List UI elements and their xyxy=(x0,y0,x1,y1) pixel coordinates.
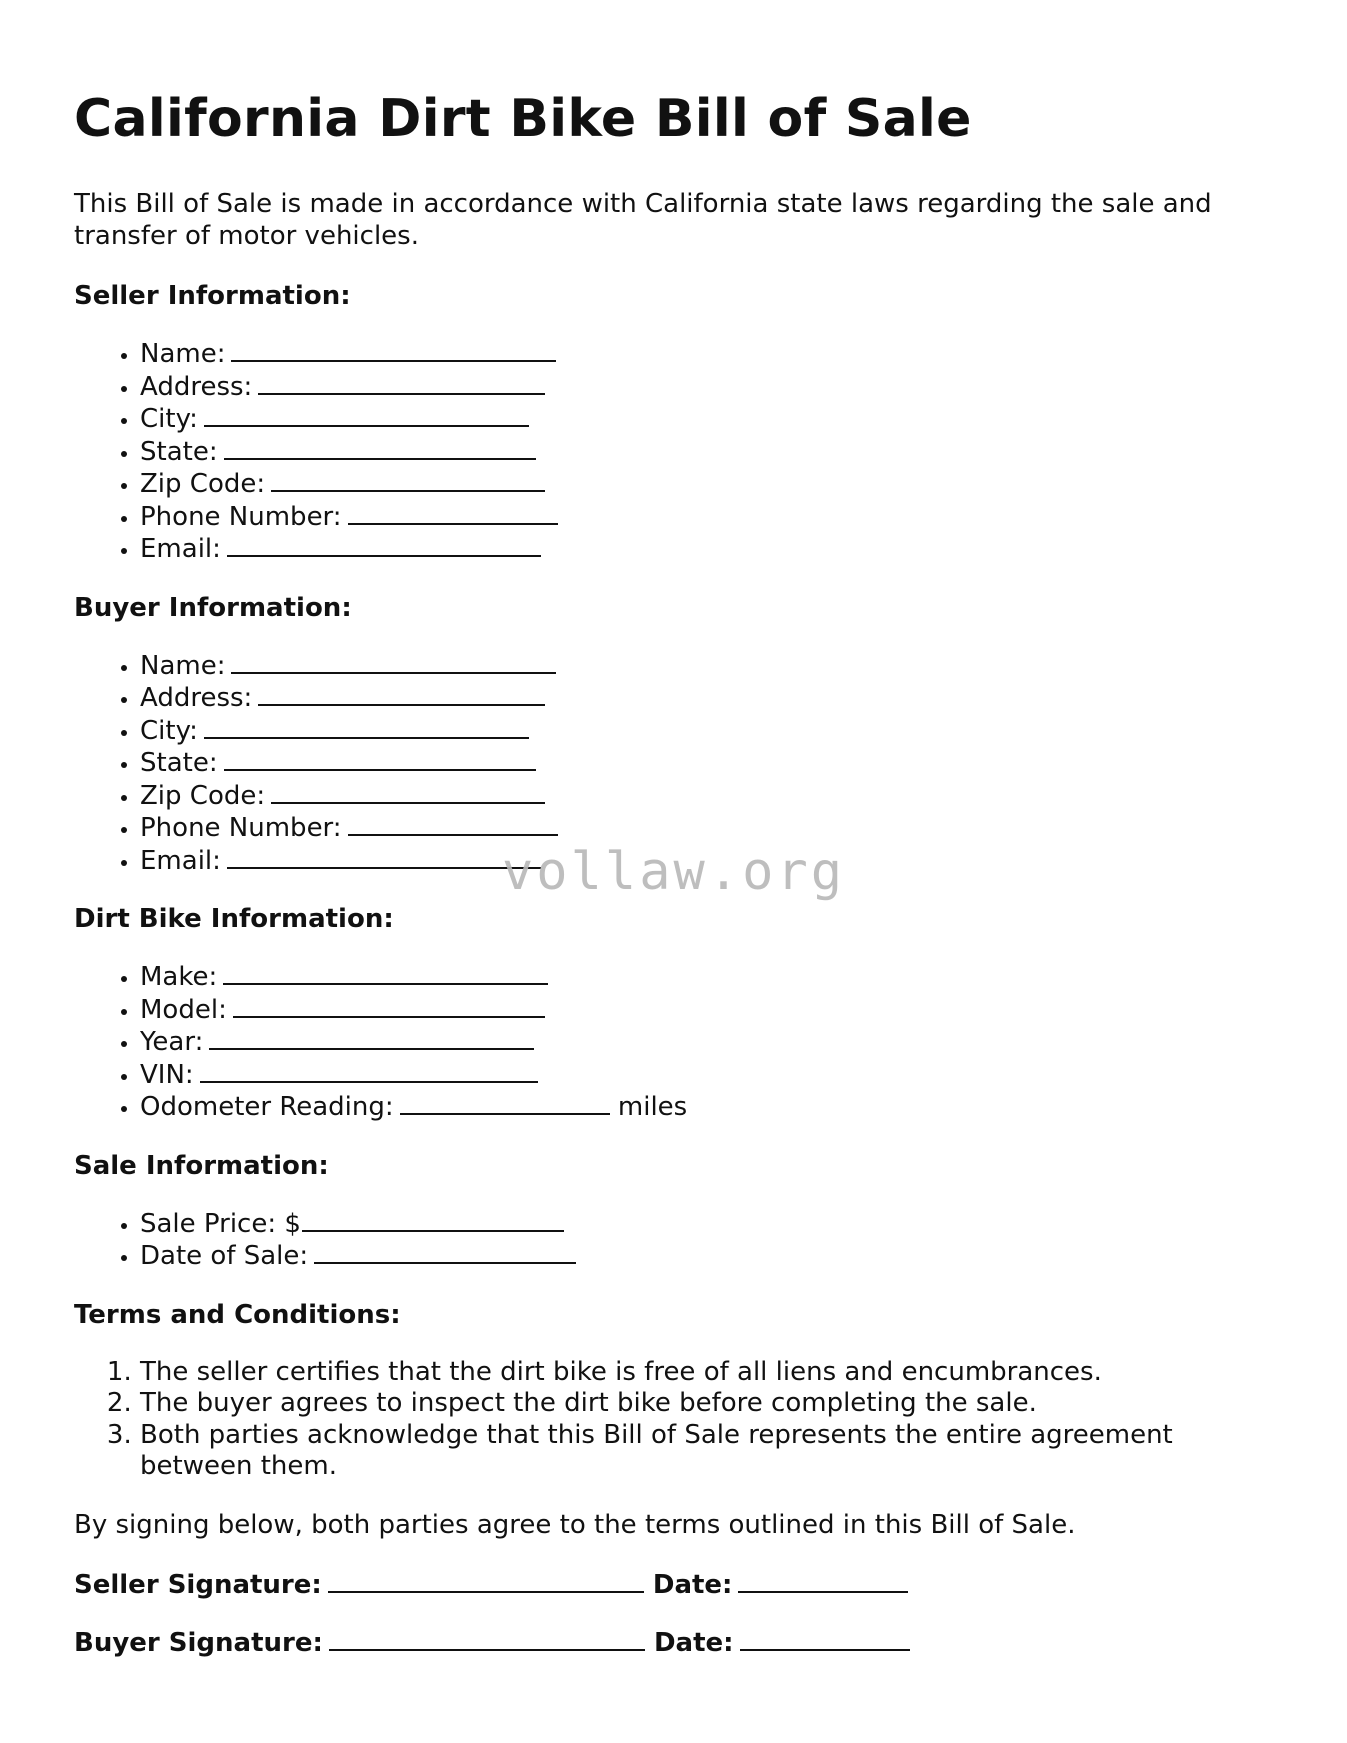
seller-name-item xyxy=(140,338,1274,371)
sale-price-field[interactable] xyxy=(302,1208,564,1232)
buyer-zip-field[interactable] xyxy=(271,780,545,804)
field-label: Sale Price: $ xyxy=(140,1208,301,1239)
seller-signature-field[interactable] xyxy=(328,1569,644,1593)
field-label: City: xyxy=(140,404,198,435)
sale-section-heading: Sale Information: xyxy=(74,1150,329,1181)
seller-email-item xyxy=(140,533,1274,566)
field-label: Model: xyxy=(140,994,227,1025)
buyer-city-field[interactable] xyxy=(204,715,529,739)
bike-year-item xyxy=(140,1026,1274,1059)
buyer-name-field[interactable] xyxy=(231,650,556,674)
seller-date-label: Date: xyxy=(652,1569,733,1600)
buyer-zip-item xyxy=(140,780,1274,813)
seller-section-heading: Seller Information: xyxy=(74,281,351,312)
seller-phone-item xyxy=(140,501,1274,534)
odometer-unit: miles xyxy=(617,1092,688,1123)
seller-address-item xyxy=(140,371,1274,404)
closing-statement: By signing below, both parties agree to the terms outlined in this Bill of Sale. xyxy=(74,1509,1076,1540)
field-label: Address: xyxy=(140,371,253,402)
seller-state-item xyxy=(140,436,1274,469)
field-label: Email: xyxy=(140,534,221,565)
seller-address-field[interactable] xyxy=(258,371,545,395)
bike-make-item xyxy=(140,961,1274,994)
seller-city-field[interactable] xyxy=(204,403,529,427)
seller-zip-item xyxy=(140,468,1274,501)
bike-vin-field[interactable] xyxy=(200,1059,538,1083)
bike-make-field[interactable] xyxy=(223,961,548,985)
seller-state-field[interactable] xyxy=(224,436,536,460)
buyer-phone-item xyxy=(140,812,1274,845)
term-item: 2. The buyer agrees to inspect the dirt bike before completing the sale. xyxy=(140,1388,1274,1420)
buyer-signature-line xyxy=(74,1627,1274,1659)
bike-odometer-field[interactable] xyxy=(400,1091,610,1115)
intro-paragraph: This Bill of Sale is made in accordance with California state laws regarding the sale and transfer of motor vehicles. xyxy=(74,189,1212,252)
buyer-state-item xyxy=(140,747,1274,780)
seller-name-field[interactable] xyxy=(231,338,556,362)
field-label: Odometer Reading: xyxy=(140,1092,394,1123)
field-label: Zip Code: xyxy=(140,780,266,811)
bike-model-item xyxy=(140,994,1274,1027)
sale-price-item xyxy=(140,1208,1274,1241)
field-label: Year: xyxy=(140,1027,204,1058)
buyer-signature-label: Buyer Signature: xyxy=(74,1627,323,1658)
buyer-signature-field[interactable] xyxy=(329,1627,645,1651)
field-label: Name: xyxy=(140,339,226,370)
seller-zip-field[interactable] xyxy=(271,468,545,492)
field-label: Phone Number: xyxy=(140,813,342,844)
seller-field-list xyxy=(74,338,1274,566)
buyer-date-label: Date: xyxy=(653,1627,734,1658)
buyer-address-field[interactable] xyxy=(258,682,545,706)
bike-model-field[interactable] xyxy=(233,994,545,1018)
bike-vin-item xyxy=(140,1059,1274,1092)
field-label: VIN: xyxy=(140,1059,194,1090)
bike-field-list xyxy=(74,961,1274,1124)
buyer-date-field[interactable] xyxy=(740,1627,910,1651)
seller-city-item xyxy=(140,403,1274,436)
bike-section-heading: Dirt Bike Information: xyxy=(74,904,394,935)
terms-section-heading: Terms and Conditions: xyxy=(74,1299,401,1330)
field-label: State: xyxy=(140,748,218,779)
buyer-city-item xyxy=(140,715,1274,748)
buyer-phone-field[interactable] xyxy=(348,812,558,836)
bike-odometer-item xyxy=(140,1091,1274,1124)
seller-date-field[interactable] xyxy=(738,1569,908,1593)
buyer-state-field[interactable] xyxy=(224,747,536,771)
term-item: 1. The seller certifies that the dirt bike is free of all liens and encumbrances. xyxy=(140,1357,1274,1389)
sale-field-list xyxy=(74,1208,1274,1273)
seller-signature-line xyxy=(74,1569,1274,1601)
sale-date-field[interactable] xyxy=(314,1240,576,1264)
seller-phone-field[interactable] xyxy=(348,501,558,525)
seller-email-field[interactable] xyxy=(227,533,541,557)
buyer-name-item xyxy=(140,650,1274,683)
field-label: Address: xyxy=(140,683,253,714)
seller-signature-label: Seller Signature: xyxy=(74,1569,322,1600)
terms-list xyxy=(74,1357,1274,1483)
field-label: City: xyxy=(140,715,198,746)
term-item: 3. Both parties acknowledge that this Bill of Sale represents the entire agreement between them. xyxy=(140,1420,1274,1483)
field-label: Phone Number: xyxy=(140,501,342,532)
field-label: State: xyxy=(140,436,218,467)
page-title: California Dirt Bike Bill of Sale xyxy=(74,89,972,149)
buyer-email-field[interactable] xyxy=(227,845,541,869)
field-label: Date of Sale: xyxy=(140,1241,309,1272)
bike-year-field[interactable] xyxy=(209,1026,534,1050)
field-label: Email: xyxy=(140,845,221,876)
field-label: Name: xyxy=(140,650,226,681)
sale-date-item xyxy=(140,1240,1274,1273)
watermark: vollaw.org xyxy=(502,842,846,902)
field-label: Zip Code: xyxy=(140,469,266,500)
buyer-section-heading: Buyer Information: xyxy=(74,592,352,623)
field-label: Make: xyxy=(140,962,218,993)
buyer-address-item xyxy=(140,682,1274,715)
